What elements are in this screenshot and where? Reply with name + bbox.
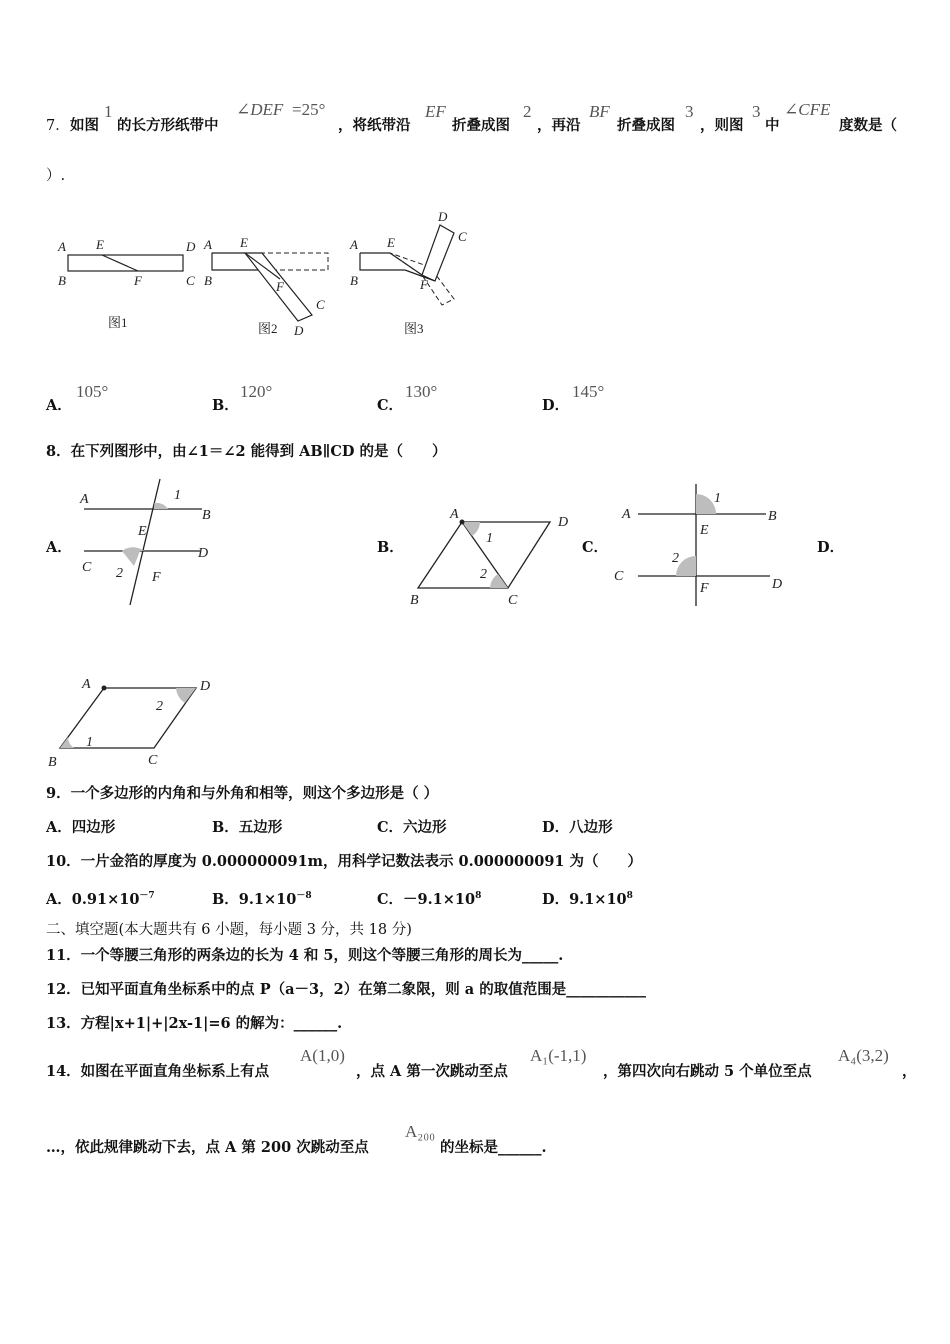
q14-text-4: ，: [902, 1063, 917, 1080]
q8c-label-e: E: [700, 523, 709, 538]
fig2-label-e: E: [240, 235, 248, 250]
q9-option-a: A．四边形: [46, 819, 116, 836]
q7-figure-1: [57, 237, 196, 330]
q7-text-3: ，将纸带沿: [338, 117, 411, 134]
fig2-label-a: A: [204, 237, 212, 252]
q7-text-6: 折叠成图: [617, 117, 675, 134]
q8-option-b: B．: [377, 539, 404, 556]
q7-close: ）.: [46, 168, 66, 184]
fig2-label-f: F: [276, 279, 284, 294]
q7-option-a-letter: A．: [46, 397, 72, 414]
q10-option-d: D．$9.1\times 10^8$: [542, 890, 633, 908]
q7-text-4: 折叠成图: [452, 117, 510, 134]
q8a-label-b: B: [202, 508, 211, 523]
q7-bf: BF: [589, 102, 610, 121]
q14-point-a200: A₂₀₀: [405, 1122, 436, 1141]
fig1-label-e: E: [96, 237, 104, 252]
fig1-label-d: D: [186, 239, 196, 254]
q14-point-a4: A₄(3,2): [838, 1046, 889, 1065]
q9-option-b: B．五边形: [212, 819, 283, 836]
q14-text-5: …，依此规律跳动下去，点 A 第 200 次跳动至点: [46, 1139, 369, 1156]
q10-option-a: A．$0.91\times 10^{-7}$: [46, 890, 155, 908]
q7-ef: EF: [425, 102, 446, 121]
q8a-label-f: F: [152, 570, 161, 585]
fig2-label-d: D: [294, 323, 304, 338]
q9-option-c: C．六边形: [377, 819, 447, 836]
fig3-label-a: A: [350, 237, 358, 252]
q8-figure-b: [400, 500, 585, 610]
q7-option-b-value: 120°: [240, 382, 273, 401]
q7-fig1-ref: 1: [104, 102, 113, 121]
q8-option-a: A．: [46, 539, 72, 556]
q7-option-d-value: 145°: [572, 382, 605, 401]
q8c-label-b: B: [768, 509, 777, 524]
q8a-label-e: E: [138, 524, 147, 539]
fig3-label-b: B: [350, 273, 358, 288]
q7-text-8: 中: [765, 117, 780, 134]
q8b-label-c: C: [508, 593, 518, 608]
q8a-label-d: D: [198, 546, 209, 561]
q7-number: 7．: [46, 118, 70, 134]
q14-point-a1: A₁(-1,1): [530, 1046, 587, 1065]
q8b-label-d: D: [558, 515, 569, 530]
q10-option-b: B．$9.1\times 10^{-8}$: [212, 890, 312, 908]
q12-text: 12．已知平面直角坐标系中的点 P（a－3，2）在第二象限，则 a 的取值范围是___________: [46, 981, 646, 998]
q7-angle-cfe: ∠CFE: [784, 100, 831, 119]
fig3-label-f: F: [420, 277, 428, 292]
q7-option-d-letter: D．: [542, 397, 570, 414]
q14-text-1: 14．如图在平面直角坐标系上有点: [46, 1063, 270, 1080]
q13-text: 13．方程|x+1|+|2x-1|=6 的解为：______.: [46, 1015, 343, 1032]
q7-text-9: 度数是（: [839, 117, 897, 134]
q8a-label-c: C: [82, 560, 92, 575]
fig2-label-b: B: [204, 273, 212, 288]
q7-text-5: ，再沿: [537, 117, 581, 134]
q14-text-3: ，第四次向右跳动 5 个单位至点: [603, 1063, 812, 1080]
q7-figures: [50, 205, 480, 345]
q8a-label-a: A: [80, 492, 89, 507]
q8-option-c: C．: [582, 539, 609, 556]
q8c-label-f: F: [700, 581, 709, 596]
q7-figure-2: [203, 235, 328, 338]
q8c-label-a: A: [622, 507, 631, 522]
q7-option-a-value: 105°: [76, 382, 109, 401]
q8a-label-1: 1: [174, 488, 181, 503]
fig3-caption: 图3: [404, 321, 424, 336]
q8-figure-a: [72, 475, 247, 610]
q7-text-2: 的长方形纸带中: [117, 117, 219, 134]
q10-text: 10．一片金箔的厚度为 0.000000091m，用科学记数法表示 0.000000091 为（ ）: [46, 853, 643, 870]
q14-text-6: 的坐标是______.: [440, 1139, 547, 1156]
fig1-label-c: C: [186, 273, 195, 288]
q8-text: 8．在下列图形中，由∠1＝∠2 能得到 AB∥CD 的是（ ）: [46, 443, 447, 460]
q8c-label-1: 1: [714, 491, 721, 506]
q7-angle-def: ∠DEF: [236, 100, 284, 119]
fig2-caption: 图2: [258, 321, 278, 336]
q11-text: 11．一个等腰三角形的两条边的长为 4 和 5，则这个等腰三角形的周长为_____.: [46, 947, 564, 964]
q8a-label-2: 2: [116, 566, 123, 581]
q7-text-1: 如图: [70, 117, 99, 134]
q7-fig2-ref: 2: [523, 102, 532, 121]
fig1-label-a: A: [58, 239, 66, 254]
q7-angle-value: =25°: [292, 100, 326, 119]
fig2-label-c: C: [316, 297, 325, 312]
q7-option-c-value: 130°: [405, 382, 438, 401]
q8-figure-d: [44, 670, 224, 775]
q7-option-b-letter: B．: [212, 397, 239, 414]
q8d-label-2: 2: [156, 699, 163, 714]
q8b-label-1: 1: [486, 531, 493, 546]
q8d-label-c: C: [148, 753, 158, 768]
fig1-caption: 图1: [108, 315, 128, 330]
q9-option-d: D．八边形: [542, 819, 613, 836]
q8c-label-c: C: [614, 569, 624, 584]
q8d-label-b: B: [48, 755, 57, 770]
fig1-label-f: F: [134, 273, 142, 288]
q8b-label-2: 2: [480, 567, 487, 582]
q8d-label-a: A: [82, 677, 91, 692]
q8-option-d: D．: [817, 539, 845, 556]
q7-text-7: ，则图: [700, 117, 744, 134]
q8-figure-c: [610, 478, 800, 610]
q8d-label-d: D: [200, 679, 211, 694]
q7-fig3-ref-b: 3: [752, 102, 761, 121]
q7-figure-3: [349, 209, 467, 336]
fig3-label-e: E: [387, 235, 395, 250]
fig3-label-d: D: [438, 209, 448, 224]
q8c-label-d: D: [772, 577, 783, 592]
fig1-label-b: B: [58, 273, 66, 288]
q14-text-2: ，点 A 第一次跳动至点: [356, 1063, 508, 1080]
q14-point-a: A(1,0): [300, 1046, 345, 1065]
q8b-label-b: B: [410, 593, 419, 608]
q8b-label-a: A: [450, 507, 459, 522]
fig3-label-c: C: [458, 229, 467, 244]
q7-option-c-letter: C．: [377, 397, 404, 414]
q9-text: 9．一个多边形的内角和与外角和相等，则这个多边形是（ ）: [46, 785, 439, 802]
q8d-label-1: 1: [86, 735, 93, 750]
q8c-label-2: 2: [672, 551, 679, 566]
q10-option-c: C．$-9.1\times 10^8$: [377, 890, 482, 908]
q7-fig3-ref: 3: [685, 102, 694, 121]
section-2-heading: 二、填空题(本大题共有 6 小题，每小题 3 分，共 18 分): [46, 922, 412, 938]
